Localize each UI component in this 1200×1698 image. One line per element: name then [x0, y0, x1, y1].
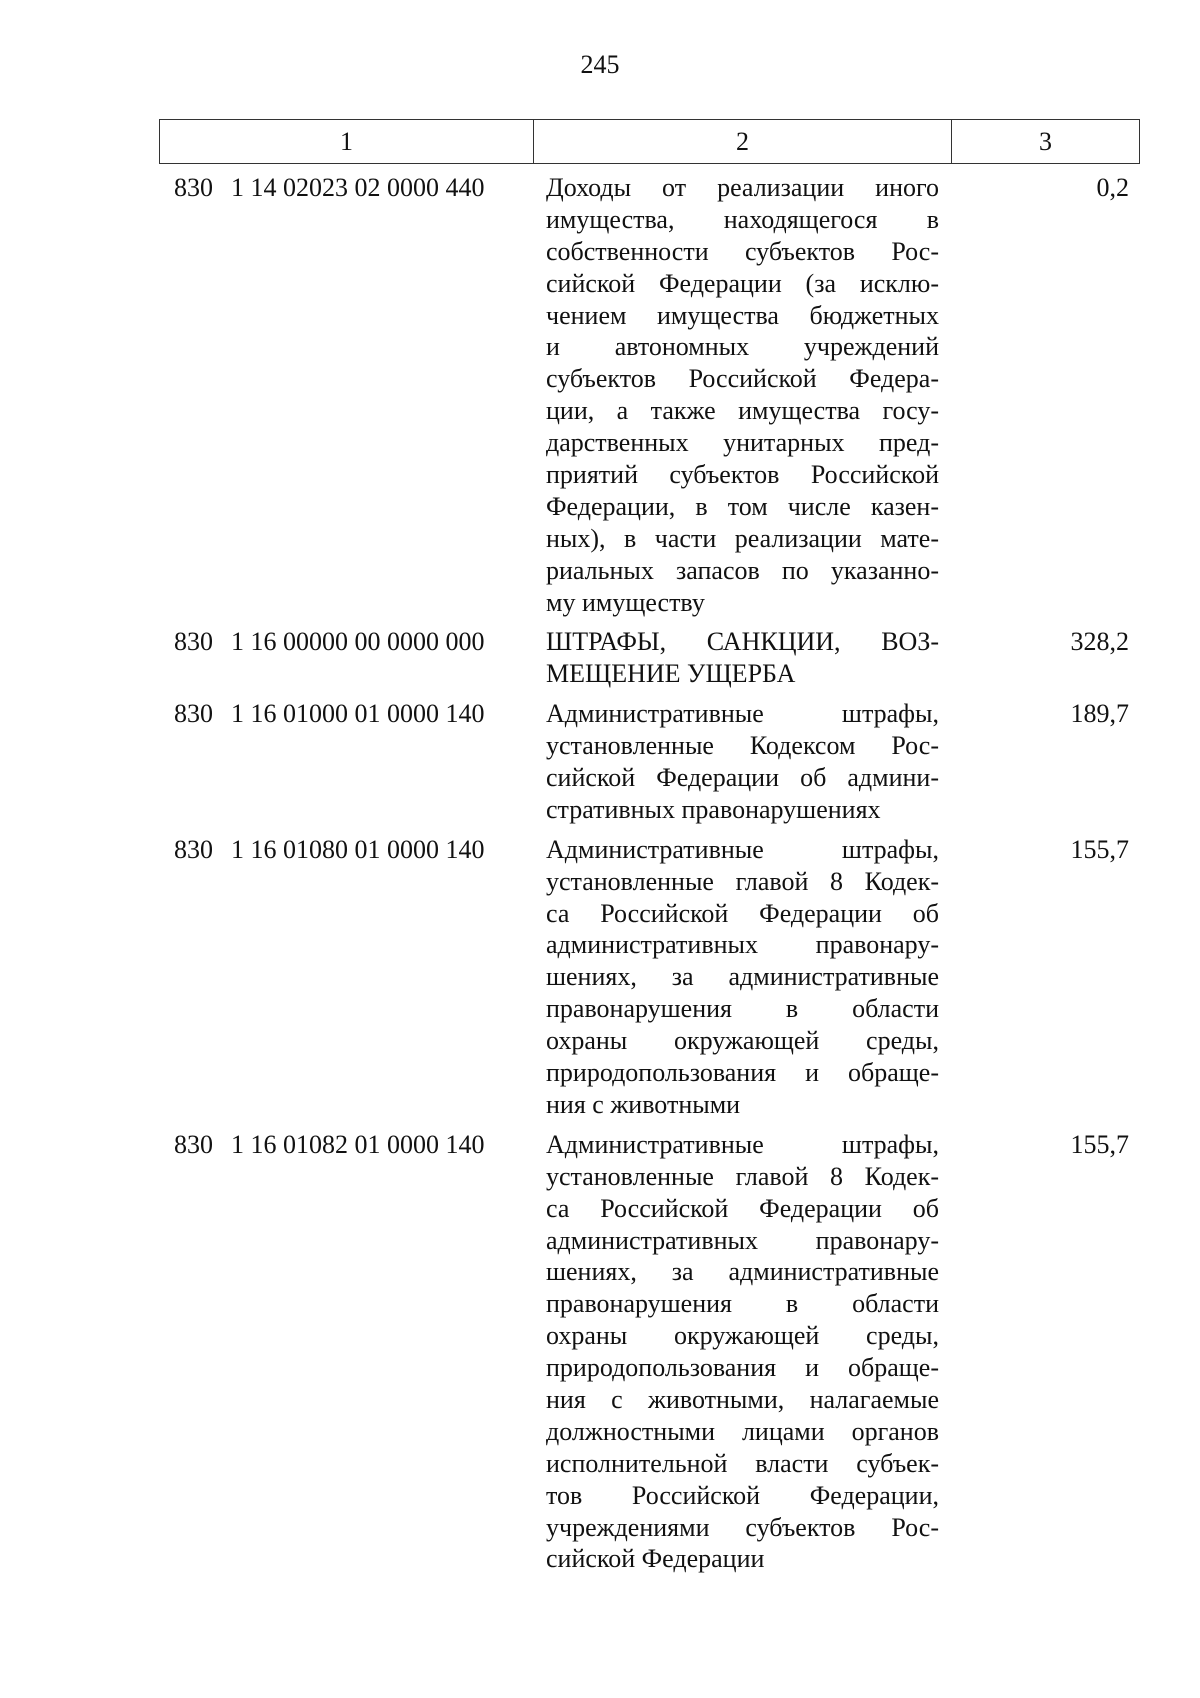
revenue-name-text: природопользования и обраще- — [546, 1058, 939, 1088]
revenue-name-line — [546, 866, 939, 898]
revenue-name-line — [546, 331, 939, 363]
amount-cell: 155,7 — [1070, 1129, 1129, 1159]
admin-code-cell: 830 — [174, 699, 213, 729]
amount-cell: 0,2 — [1096, 173, 1129, 202]
revenue-name-line — [546, 395, 939, 427]
revenue-name-text: шениях, за административные — [546, 962, 939, 992]
budget-code-cell: 1 16 00000 00 0000 000 — [231, 627, 485, 657]
revenue-name-line — [546, 236, 939, 268]
revenue-name-cell — [533, 1129, 951, 1575]
budget-code-cell: 1 16 01082 01 0000 140 — [231, 1129, 485, 1159]
table-row — [159, 626, 1140, 690]
revenue-name-line — [546, 1384, 939, 1416]
revenue-name-line — [546, 834, 939, 866]
revenue-name-text: правонарушения в области — [546, 1289, 939, 1319]
header-col-3: 3 — [1039, 126, 1052, 156]
revenue-name-line — [546, 491, 939, 523]
revenue-name-text: учреждениями субъектов Рос- — [546, 1512, 939, 1542]
revenue-name-line — [546, 300, 939, 332]
admin-code-cell: 830 — [174, 1129, 213, 1159]
revenue-name-cell — [533, 626, 951, 690]
revenue-name-text: приятий субъектов Российской — [546, 460, 939, 490]
revenue-name-cell — [533, 698, 951, 826]
revenue-name-line — [546, 698, 939, 730]
revenue-name-text: ции, а также имущества госу- — [546, 396, 939, 426]
revenue-name-text: са Российской Федерации об — [546, 1193, 939, 1223]
revenue-name-line — [546, 1320, 939, 1352]
revenue-name-cell — [533, 172, 951, 618]
revenue-name-text: Административные штрафы, — [546, 699, 939, 729]
revenue-name-text: му имуществу — [546, 587, 705, 617]
revenue-name-line — [546, 204, 939, 236]
revenue-name-line — [546, 1448, 939, 1480]
revenue-name-text: установленные главой 8 Кодек- — [546, 866, 939, 896]
revenue-name-line — [546, 268, 939, 300]
revenue-name-line — [546, 555, 939, 587]
revenue-name-line — [546, 1288, 939, 1320]
admin-code-cell: 830 — [174, 173, 213, 202]
page-number: 245 — [580, 50, 620, 79]
revenue-name-text: Административные штрафы, — [546, 1129, 939, 1159]
revenue-name-line — [546, 459, 939, 491]
revenue-name-text: природопользования и обраще- — [546, 1353, 939, 1383]
revenue-name-line — [546, 1416, 939, 1448]
revenue-name-text: правонарушения в области — [546, 994, 939, 1024]
budget-code-cell: 1 16 01080 01 0000 140 — [231, 834, 485, 864]
revenue-name-text: сийской Федерации об админи- — [546, 763, 939, 793]
revenue-name-cell — [533, 834, 951, 1121]
revenue-name-text: шениях, за административные — [546, 1257, 939, 1287]
revenue-name-text: МЕЩЕНИЕ УЩЕРБА — [546, 659, 796, 689]
revenue-name-line — [546, 1129, 939, 1161]
revenue-name-text: ШТРАФЫ, САНКЦИИ, ВОЗ- — [546, 627, 939, 657]
revenue-name-line — [546, 1480, 939, 1512]
revenue-name-text: административных правонару- — [546, 930, 939, 960]
amount-cell: 328,2 — [1070, 627, 1129, 657]
header-col-1: 1 — [160, 120, 534, 163]
revenue-name-line — [546, 1025, 939, 1057]
revenue-name-text: стративных правонарушениях — [546, 794, 881, 824]
revenue-name-text: установленные главой 8 Кодек- — [546, 1161, 939, 1191]
table-header — [159, 119, 1140, 164]
budget-code-cell: 1 16 01000 01 0000 140 — [231, 699, 485, 729]
revenue-name-line — [546, 1225, 939, 1257]
table-body — [159, 172, 1140, 1583]
revenue-name-text: риальных запасов по указанно- — [546, 555, 939, 585]
table-row — [159, 698, 1140, 826]
table-row — [159, 172, 1140, 618]
revenue-name-text: сийской Федерации — [546, 1544, 765, 1574]
revenue-name-text: охраны окружающей среды, — [546, 1321, 939, 1351]
revenue-name-text: собственности субъектов Рос- — [546, 236, 939, 266]
revenue-name-line — [546, 1161, 939, 1193]
revenue-name-text: тов Российской Федерации, — [546, 1480, 939, 1510]
revenue-name-line — [546, 929, 939, 961]
amount-cell: 189,7 — [1070, 699, 1129, 729]
revenue-name-line — [546, 1512, 939, 1544]
revenue-name-text: административных правонару- — [546, 1225, 939, 1255]
revenue-name-text: ных), в части реализации мате- — [546, 523, 939, 553]
revenue-name-line — [546, 898, 939, 930]
budget-code-cell: 1 14 02023 02 0000 440 — [231, 173, 485, 202]
revenue-name-text: Федерации, в том числе казен- — [546, 491, 939, 521]
header-col-2: 2 — [534, 120, 952, 163]
revenue-name-line — [546, 762, 939, 794]
revenue-name-text: са Российской Федерации об — [546, 898, 939, 928]
revenue-name-text: ния с животными — [546, 1089, 741, 1119]
revenue-name-text: чением имущества бюджетных — [546, 300, 939, 330]
revenue-name-line — [546, 658, 939, 690]
revenue-name-text: имущества, находящегося в — [546, 204, 939, 234]
revenue-name-text: Административные штрафы, — [546, 834, 939, 864]
revenue-name-line — [546, 1256, 939, 1288]
revenue-name-text: установленные Кодексом Рос- — [546, 731, 939, 761]
revenue-name-text: сийской Федерации (за исклю- — [546, 268, 939, 298]
revenue-name-line — [546, 427, 939, 459]
revenue-name-line — [546, 794, 939, 826]
revenue-name-line — [546, 1352, 939, 1384]
revenue-name-text: исполнительной власти субъек- — [546, 1448, 939, 1478]
revenue-name-text: субъектов Российской Федера- — [546, 364, 939, 394]
revenue-name-line — [546, 1057, 939, 1089]
admin-code-cell: 830 — [174, 627, 213, 657]
revenue-name-line — [546, 1193, 939, 1225]
table-row — [159, 1129, 1140, 1575]
revenue-name-line — [546, 730, 939, 762]
revenue-name-text: ния с животными, налагаемые — [546, 1384, 939, 1414]
amount-cell: 155,7 — [1070, 834, 1129, 864]
revenue-name-text: охраны окружающей среды, — [546, 1026, 939, 1056]
revenue-name-line — [546, 587, 939, 619]
admin-code-cell: 830 — [174, 834, 213, 864]
revenue-name-line — [546, 1089, 939, 1121]
revenue-name-line — [546, 363, 939, 395]
revenue-name-line — [546, 993, 939, 1025]
revenue-name-line — [546, 172, 939, 204]
revenue-name-line — [546, 961, 939, 993]
table-row — [159, 834, 1140, 1121]
revenue-name-line — [546, 626, 939, 658]
revenue-name-text: должностными лицами органов — [546, 1416, 939, 1446]
revenue-name-text: и автономных учреждений — [546, 332, 939, 362]
revenue-name-text: Доходы от реализации иного — [546, 173, 939, 202]
revenue-name-text: дарственных унитарных пред- — [546, 428, 939, 458]
revenue-name-line — [546, 1543, 939, 1575]
revenue-name-line — [546, 523, 939, 555]
